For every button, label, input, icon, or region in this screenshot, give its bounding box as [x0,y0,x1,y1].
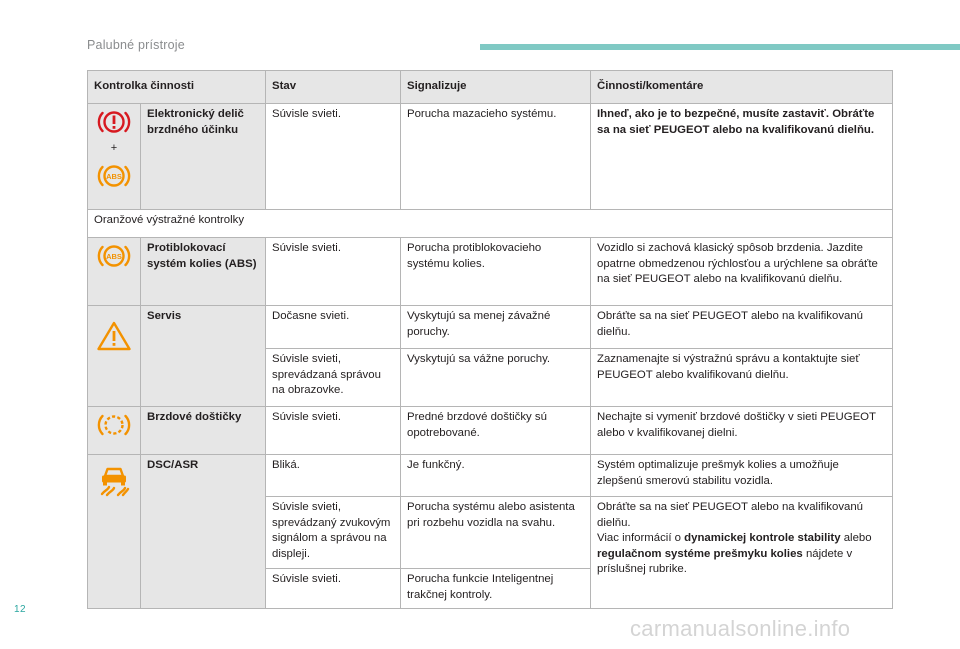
orange-lamps-section: Oranžové výstražné kontrolky [88,210,893,238]
abs-action: Vozidlo si zachová klasický spôsob brzdenia. Jazdite opatrne obmedzenou rýchlosťou a urýchlene sa obráťte na sieť PEUGEOT alebo na kvalifikovanú dielňu. [591,238,893,306]
abs-name: Protiblokovací systém kolies (ABS) [141,238,266,306]
pads-action: Nechajte si vymeniť brzdové doštičky v sieti PEUGEOT alebo v kvalifikovanej dielni. [591,407,893,455]
dsc-signal-3: Porucha funkcie Inteligentnej trakčnej kontroly. [401,569,591,609]
dsc-signal-1: Je funkčný. [401,455,591,497]
table-row [88,306,893,349]
table-row [88,455,893,497]
pads-icon-cell [88,407,141,455]
header-action: Činnosti/komentáre [591,71,893,104]
dsc-name: DSC/ASR [141,455,266,609]
abs-icon [97,241,131,271]
service-action-1: Obráťte sa na sieť PEUGEOT alebo na kvalifikovanú dielňu. [591,306,893,349]
dsc-action-1: Systém optimalizuje prešmyk kolies a umožňuje zlepšenú smerovú stabilitu vozidla. [591,455,893,497]
brake-pads-icon [97,410,131,440]
header-state: Stav [266,71,401,104]
dsc-action-prefix: Viac informácií o [597,532,681,544]
svg-text:ABS: ABS [106,171,122,181]
table-row [88,407,893,455]
dsc-state-1: Bliká. [266,455,401,497]
dsc-action-bold2: regulačnom systéme prešmyku kolies [597,547,803,560]
watermark: carmanualsonline.info [630,616,851,641]
dsc-action-mid: alebo [843,532,872,544]
pads-signal: Predné brzdové doštičky sú opotrebované. [401,407,591,455]
header-accent-bar [480,44,960,50]
efd-signal: Porucha mazacieho systému. [401,104,591,210]
service-state-2: Súvisle svieti, sprevádzaná správou na obrazovke. [266,349,401,407]
service-signal-2: Vyskytujú sa vážne poruchy. [401,349,591,407]
page-number: 12 [14,604,27,615]
dsc-action-2 [591,497,893,609]
dsc-action-bold1: dynamickej kontrole stability [684,532,841,544]
dsc-asr-skidding-car-icon [96,463,132,499]
service-state-1: Dočasne svieti. [266,306,401,349]
header-signal: Signalizuje [401,71,591,104]
abs-state: Súvisle svieti. [266,238,401,306]
svg-text:ABS: ABS [106,252,122,261]
dsc-state-3: Súvisle svieti. [266,569,401,609]
efd-state: Súvisle svieti. [266,104,401,210]
pads-state: Súvisle svieti. [266,407,401,455]
dsc-action-suffix: nájdete v príslušnej rubrike. [597,547,853,575]
pads-name: Brzdové doštičky [141,407,266,455]
service-icon-cell [88,306,141,407]
dsc-icon-cell [88,455,141,609]
abs-icon [97,161,131,191]
dsc-signal-2: Porucha systému alebo asistenta pri rozbehu vozidla na svahu. [401,497,591,569]
table-row [88,104,893,210]
section-row-orange [88,210,893,238]
abs-signal: Porucha protiblokovacieho systému kolies. [401,238,591,306]
section-title: Palubné prístroje [87,38,185,52]
warning-lamps-table [87,70,893,609]
service-name: Servis [141,306,266,407]
table-header-row [88,71,893,104]
dsc-action-line1: Obráťte sa na sieť PEUGEOT alebo na kvalifikovanú dielňu. [597,501,864,529]
header-lamp: Kontrolka činnosti [88,71,266,104]
service-signal-1: Vyskytujú sa menej závažné poruchy. [401,306,591,349]
brake-warning-icon [97,107,131,137]
service-warning-triangle-icon [96,320,132,352]
dsc-state-2: Súvisle svieti, sprevádzaný zvukovým signálom a správou na displeji. [266,497,401,569]
efd-action: Ihneď, ako je to bezpečné, musíte zastaviť. Obráťte sa na sieť PEUGEOT alebo na kvalifikovanú dielňu. [591,104,893,210]
table-row [88,238,893,306]
service-action-2: Zaznamenajte si výstražnú správu a kontaktujte sieť PEUGEOT alebo kvalifikovanú dielňu. [591,349,893,407]
plus-sign: + [110,142,118,154]
efd-icon-cell [88,104,141,210]
efd-name: Elektronický delič brzdného účinku [141,104,266,210]
abs-icon-cell [88,238,141,306]
